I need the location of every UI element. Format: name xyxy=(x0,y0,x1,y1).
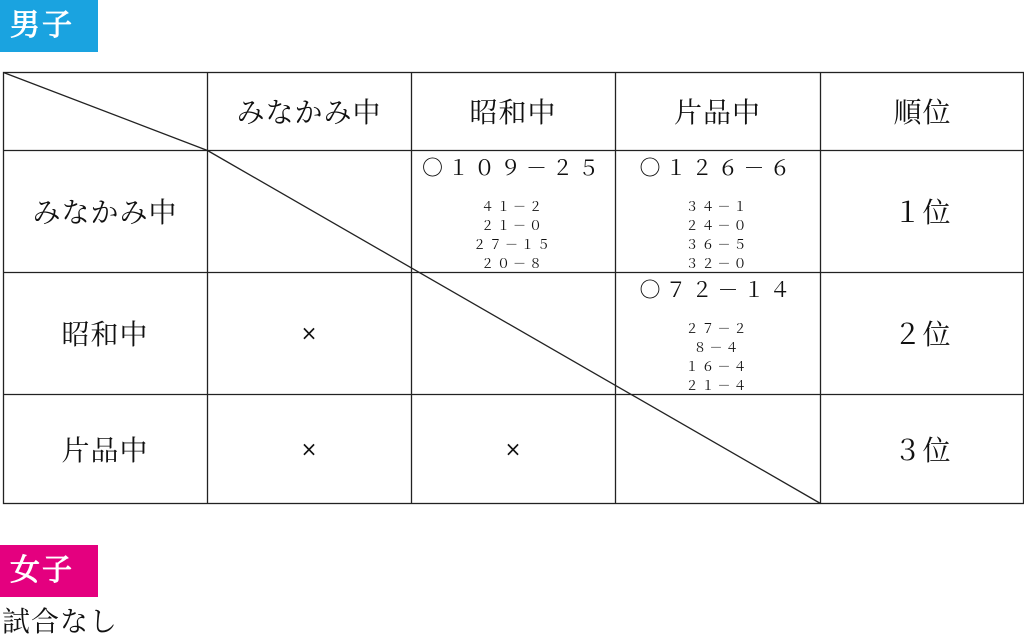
loss-mark: × xyxy=(300,321,318,345)
row-label-minakami: みなかみ中 xyxy=(32,196,178,229)
set-scores xyxy=(685,198,749,274)
column-header-showa: 昭和中 xyxy=(469,96,557,129)
set-score: ２７－２ xyxy=(685,322,750,337)
rank-cell: ３位 xyxy=(893,434,952,467)
result-cell xyxy=(411,150,615,272)
match-score: 〇１２６－６ xyxy=(639,156,796,180)
section-tag-boys: 男子 xyxy=(0,0,98,52)
loss-mark: × xyxy=(300,437,318,461)
girls-no-match-note: 試合なし xyxy=(2,605,119,638)
rank-cell: １位 xyxy=(893,196,952,229)
rank-cell: ２位 xyxy=(893,318,952,351)
set-score: ２０－８ xyxy=(480,257,545,272)
set-scores xyxy=(685,320,749,396)
set-score: ３６－５ xyxy=(685,238,750,253)
set-score: ２４－０ xyxy=(685,219,750,234)
match-score: 〇１０９－２５ xyxy=(422,156,604,180)
section-tag-girls: 女子 xyxy=(0,545,98,597)
set-score: ４１－２ xyxy=(480,200,545,215)
set-score: ２１－０ xyxy=(480,219,545,234)
loss-mark: × xyxy=(504,437,522,461)
set-score: ３２－０ xyxy=(685,257,750,272)
row-label-katashina: 片品中 xyxy=(61,434,149,467)
column-header-rank: 順位 xyxy=(893,96,952,129)
self-cell xyxy=(615,394,820,504)
corner-cell xyxy=(3,72,207,150)
self-cell xyxy=(411,272,615,394)
set-score: ８－４ xyxy=(693,341,742,356)
result-cell xyxy=(615,150,820,272)
results-table xyxy=(3,72,1024,504)
match-score: 〇７２－１４ xyxy=(639,278,796,302)
result-cell xyxy=(615,272,820,394)
column-header-katashina: 片品中 xyxy=(673,96,761,129)
set-score: １６－４ xyxy=(685,360,750,375)
set-score: ３４－１ xyxy=(685,200,750,215)
set-score: ２７－１５ xyxy=(472,238,553,253)
self-cell xyxy=(207,150,411,272)
set-score: ２１－４ xyxy=(685,379,750,394)
set-scores xyxy=(473,198,553,274)
row-label-showa: 昭和中 xyxy=(61,318,149,351)
column-header-minakami: みなかみ中 xyxy=(236,96,382,129)
